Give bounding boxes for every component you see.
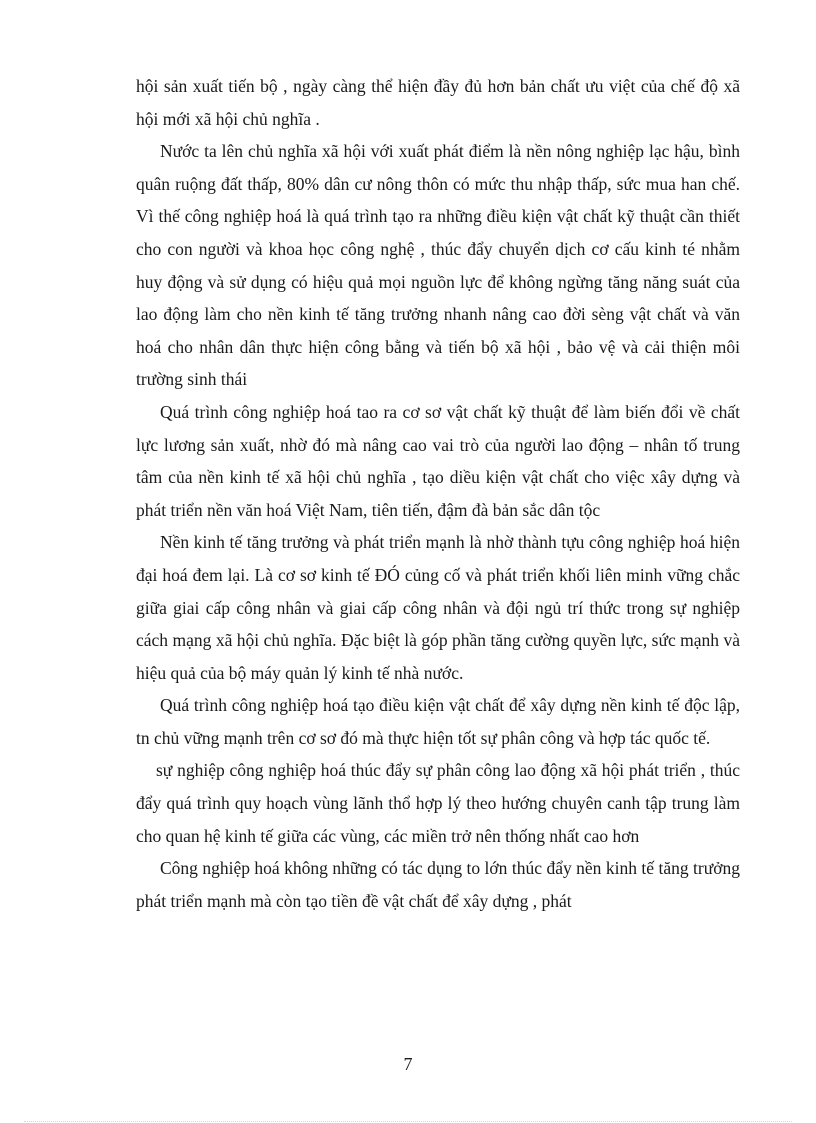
page-number: 7 [403, 1054, 413, 1074]
page-body [136, 70, 740, 917]
paragraph: sự nghiệp công nghiệp hoá thúc đẩy sự phân công lao động xã hội phát triển , thúc đẩy quá trình quy hoạch vùng lãnh thổ hợp lý theo hướng chuyên canh tập trung làm cho quan hệ kinh tế giữa các vùng, các miền trở nên thống nhất cao hơn [136, 760, 740, 846]
paragraph: hội sản xuất tiến bộ , ngày càng thể hiện đầy đủ hơn bản chất ưu việt của chế độ xã hội mới xã hội chủ nghĩa . [136, 76, 740, 129]
paragraph: Quá trình công nghiệp hoá tao ra cơ sơ vật chất kỹ thuật để làm biến đổi về chất lực lương sản xuất, nhờ đó mà nâng cao vai trò của người lao động – nhân tố trung tâm của nền kinh tế xã hội chủ nghĩa , tạo diều kiện vật chất cho việc xây dựng và phát triển nền văn hoá Việt Nam, tiên tiến, đậm đà bản sắc dân tộc [136, 401, 740, 520]
paragraph: Nền kinh tế tăng trưởng và phát triển mạnh là nhờ thành tựu công nghiệp hoá hiện đại hoá đem lại. Là cơ sơ kinh tế ĐÓ củng cố và phát triển khối liên minh vững chắc giữa giai cấp công nhân và giai cấp công nhân và đội ngủ trí thức trong sự nghiệp cách mạng xã hội chủ nghĩa. Đặc biệt là góp phần tăng cường quyền lực, sức mạnh và hiệu quả của bộ máy quản lý kinh tế nhà nước. [136, 532, 740, 683]
page-bottom-divider [24, 1121, 792, 1122]
paragraph: Quá trình công nghiệp hoá tạo điều kiện vật chất để xây dựng nền kinh tế độc lập, tn chủ vững mạnh trên cơ sơ đó mà thực hiện tốt sự phân công và hợp tác quốc tế. [136, 695, 740, 748]
paragraph: Công nghiệp hoá không những có tác dụng to lớn thúc đẩy nền kinh tế tăng trưởng phát triển mạnh mà còn tạo tiền đề vật chất để xây dựng , phát [136, 858, 740, 911]
paragraph: Nước ta lên chủ nghĩa xã hội với xuất phát điểm là nền nông nghiệp lạc hậu, bình quân ruộng đất thấp, 80% dân cư nông thôn có mức thu nhập thấp, sức mua han chế. Vì thế công nghiệp hoá là quá trình tạo ra những điều kiện vật chất kỹ thuật cần thiết cho con người và khoa học công nghệ , thúc đẩy chuyển dịch cơ cấu kinh té nhằm huy động và sử dụng có hiệu quả mọi nguồn lực để không ngừng tăng năng suát của lao động làm cho nền kinh tế tăng trưởng nhanh nâng cao đời sèng vật chất và văn hoá cho nhân dân thực hiện công bằng và tiến bộ xã hội , bảo vệ và cải thiện môi trường sinh thái [136, 141, 740, 390]
